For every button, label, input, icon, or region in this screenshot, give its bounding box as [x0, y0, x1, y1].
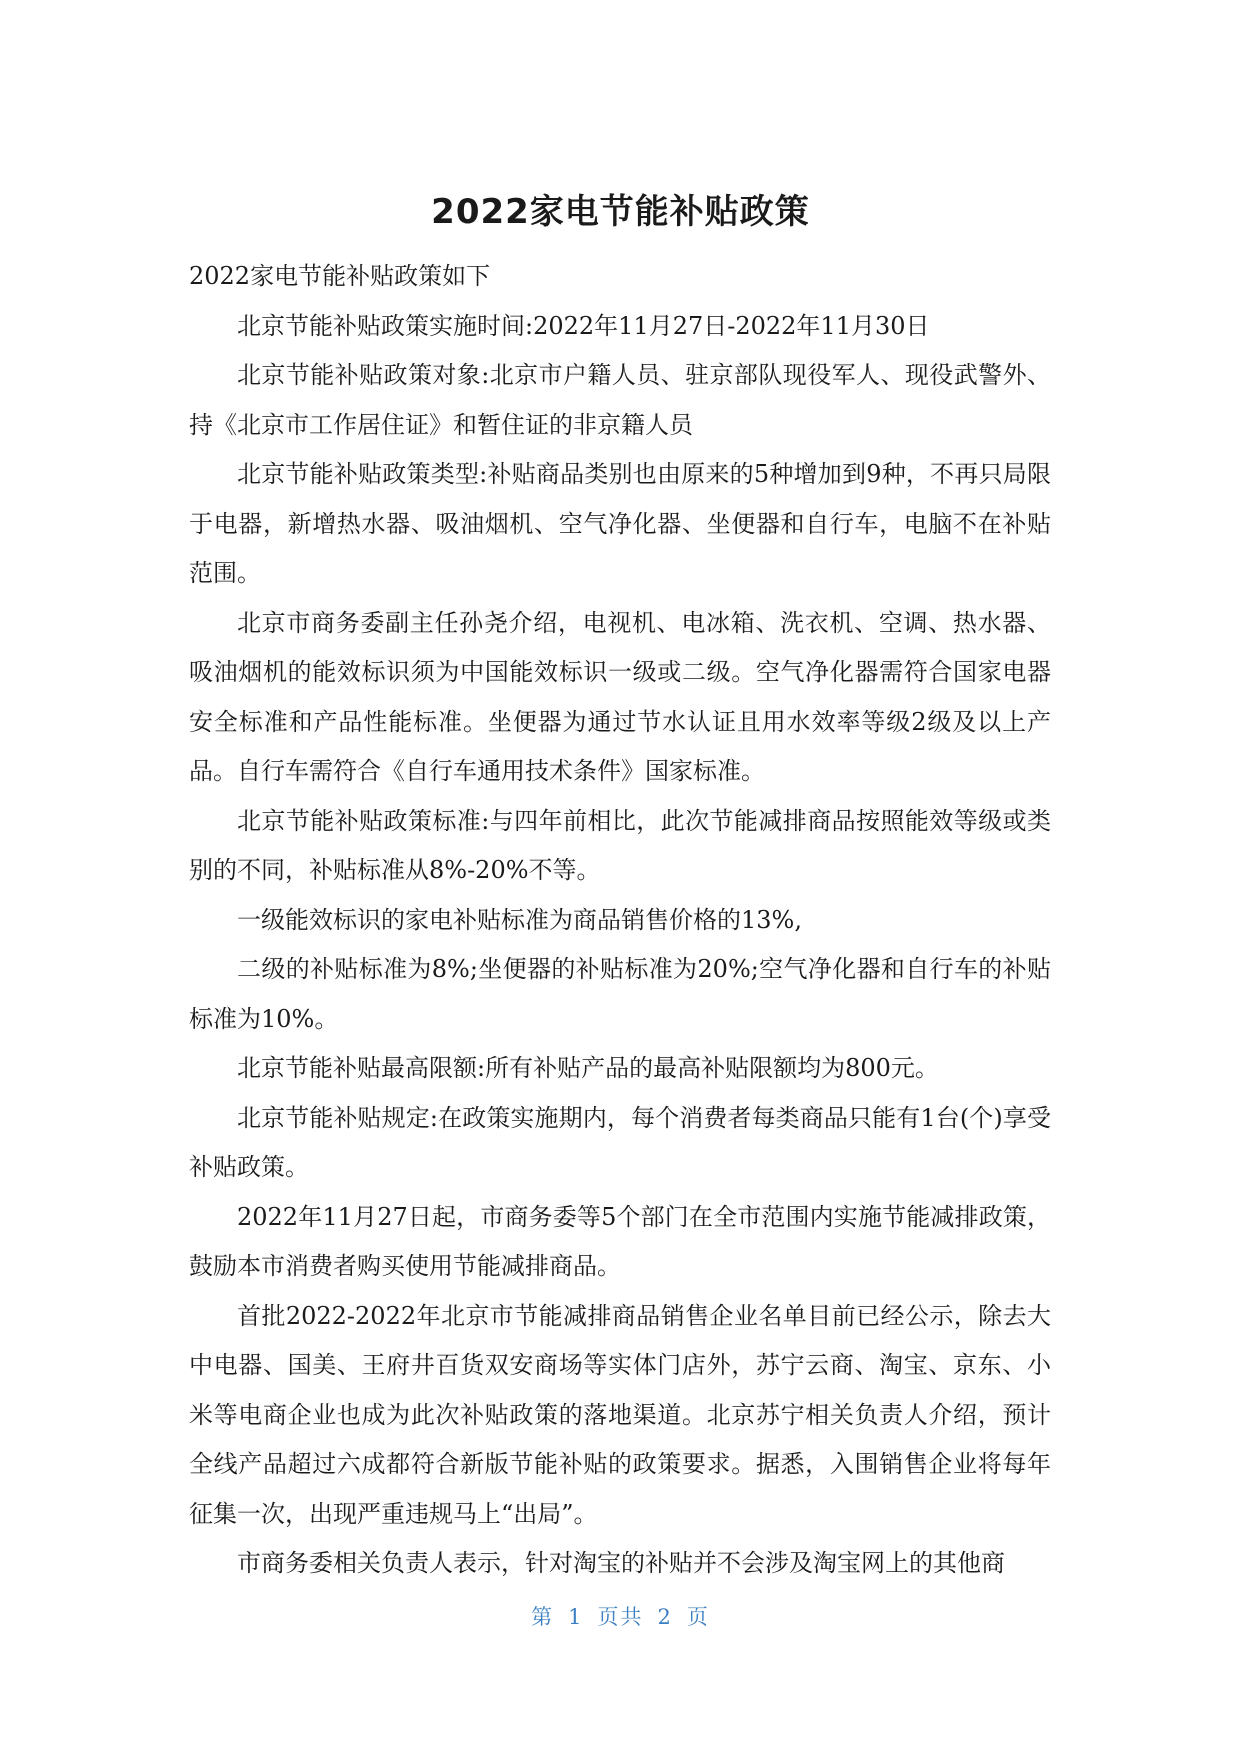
paragraph: 北京节能补贴政策实施时间:2022年11月27日-2022年11月30日 [237, 311, 930, 340]
paragraph: 北京节能补贴政策对象:北京市户籍人员、驻京部队现役军人、现役武警外、持《北京市工作居住证》和暂住证的非京籍人员 [189, 361, 1051, 439]
paragraph: 2022家电节能补贴政策如下 [189, 262, 491, 290]
total-pages-number: 2 [657, 1605, 673, 1629]
current-page-number: 1 [568, 1605, 584, 1629]
page-suffix-label: 页 [686, 1605, 710, 1629]
document-title: 2022家电节能补贴政策 [431, 192, 810, 232]
paragraph: 北京节能补贴政策标准:与四年前相比，此次节能减排商品按照能效等级或类别的不同，补贴标准从8%-20%不等。 [189, 806, 1051, 884]
paragraph: 市商务委相关负责人表示，针对淘宝的补贴并不会涉及淘宝网上的其他商 [237, 1549, 1005, 1577]
document-body [189, 252, 1051, 1589]
page-footer [0, 1602, 1241, 1632]
page-label: 第 [531, 1605, 555, 1629]
paragraph: 二级的补贴标准为8%;坐便器的补贴标准为20%;空气净化器和自行车的补贴标准为10%。 [189, 955, 1051, 1033]
paragraph: 北京市商务委副主任孙尧介绍，电视机、电冰箱、洗衣机、空调、热水器、吸油烟机的能效标识须为中国能效标识一级或二级。空气净化器需符合国家电器安全标准和产品性能标准。坐便器为通过节水认证且用水效率等级2级及以上产品。自行车需符合《自行车通用技术条件》国家标准。 [189, 608, 1051, 785]
paragraph: 北京节能补贴最高限额:所有补贴产品的最高补贴限额均为800元。 [237, 1054, 939, 1082]
paragraph: 首批2022-2022年北京市节能减排商品销售企业名单目前已经公示，除去大中电器、国美、王府井百货双安商场等实体门店外，苏宁云商、淘宝、京东、小米等电商企业也成为此次补贴政策的落地渠道。北京苏宁相关负责人介绍，预计全线产品超过六成都符合新版节能补贴的政策要求。据悉，入围销售企业将每年征集一次，出现严重违规马上“出局”。 [189, 1301, 1051, 1528]
paragraph: 北京节能补贴规定:在政策实施期内，每个消费者每类商品只能有1台(个)享受补贴政策。 [189, 1103, 1051, 1181]
paragraph: 北京节能补贴政策类型:补贴商品类别也由原来的5种增加到9种，不再只局限于电器，新增热水器、吸油烟机、空气净化器、坐便器和自行车，电脑不在补贴范围。 [189, 460, 1051, 587]
paragraph: 一级能效标识的家电补贴标准为商品销售价格的13%, [237, 905, 802, 934]
page-mid-label: 页共 [597, 1605, 644, 1629]
paragraph: 2022年11月27日起，市商务委等5个部门在全市范围内实施节能减排政策，鼓励本市消费者购买使用节能减排商品。 [189, 1202, 1051, 1280]
